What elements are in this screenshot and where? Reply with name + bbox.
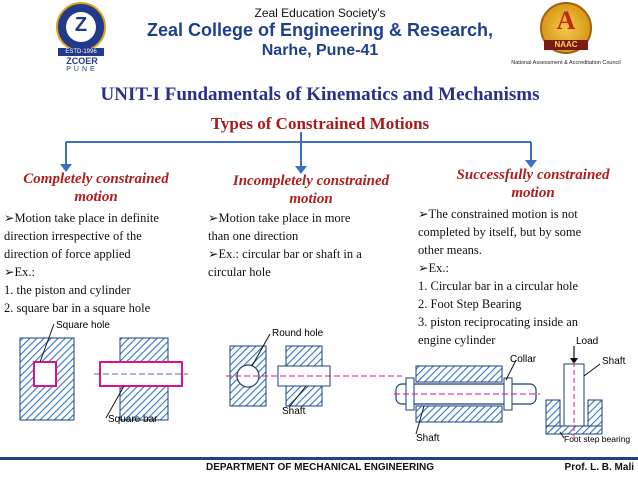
text-line: engine cylinder	[418, 333, 496, 347]
heading-completely-constrained	[2, 170, 190, 206]
label-round-hole: Round hole	[272, 328, 324, 339]
naac-grade: A	[556, 6, 576, 35]
naac-caption: National Assessment & Accreditation Council	[511, 60, 621, 66]
heading-line: Successfully constrained	[456, 167, 610, 183]
text-line: ➢The constrained motion is not	[418, 207, 578, 221]
college-name: Zeal College of Engineering & Research,	[146, 20, 494, 40]
heading-line: motion	[74, 189, 118, 205]
label-foot-step-bearing: Foot step bearing	[564, 434, 631, 444]
text-line: 3. piston reciprocating inside an	[418, 315, 579, 329]
section-title: Types of Constrained Motions	[210, 114, 430, 133]
label-shaft-vertical: Shaft	[602, 356, 626, 367]
label-load: Load	[576, 336, 599, 347]
description-incompletely-constrained	[208, 209, 402, 281]
logo-name: ZCOER	[66, 56, 98, 66]
text-line: 2. Foot Step Bearing	[418, 297, 522, 311]
text-line: ➢Ex.: circular bar or shaft in a	[208, 247, 362, 261]
text-line: ➢Motion take place in definite	[4, 211, 159, 225]
diagram-square-bar	[14, 318, 204, 426]
text-line: ➢Motion take place in more	[208, 211, 351, 225]
society-name: Zeal Education Society's	[254, 6, 386, 20]
description-successfully-constrained	[418, 205, 632, 349]
college-address: Narhe, Pune-41	[261, 42, 379, 59]
bearing-left-wall	[546, 400, 560, 426]
logo-emblem: Z	[74, 14, 88, 36]
heading-line: Incompletely constrained	[232, 173, 390, 189]
text-line: other means.	[418, 243, 482, 257]
text-line: than one direction	[208, 229, 299, 243]
diagram-foot-step-bearing	[540, 334, 638, 444]
label-shaft: Shaft	[416, 433, 440, 444]
label-square-bar: Square bar	[108, 414, 158, 425]
text-line: direction irrespective of the	[4, 229, 142, 243]
square-hole	[34, 362, 56, 386]
text-line: 1. Circular bar in a circular hole	[418, 279, 578, 293]
text-line: ➢Ex.:	[4, 265, 35, 279]
logo-established-band: ESTD-1996	[58, 48, 104, 56]
heading-line: Completely constrained	[23, 171, 169, 187]
description-completely-constrained	[4, 209, 210, 317]
label-square-hole: Square hole	[56, 320, 110, 331]
heading-line: motion	[289, 191, 333, 207]
label-shaft: Shaft	[282, 406, 306, 417]
heading-successfully-constrained	[430, 166, 636, 202]
label-collar: Collar	[510, 354, 537, 365]
text-line: 2. square bar in a square hole	[4, 301, 151, 315]
bearing-right-wall	[588, 400, 602, 426]
text-line: direction of force applied	[4, 247, 131, 261]
housing-top	[416, 366, 502, 382]
diagram-round-shaft	[226, 326, 404, 418]
heading-incompletely-constrained	[216, 172, 406, 208]
leader-line	[584, 364, 600, 376]
text-line: 1. the piston and cylinder	[4, 283, 131, 297]
text-line: circular hole	[208, 265, 271, 279]
logo-city: PUNE	[66, 66, 98, 73]
text-line: completed by itself, but by some	[418, 225, 582, 239]
heading-line: motion	[511, 185, 555, 201]
diagram-collar-shaft	[394, 348, 540, 444]
housing-bottom	[416, 406, 502, 422]
footer-author: Prof. L. B. Mali	[564, 462, 634, 473]
naac-tag: NAAC	[544, 40, 588, 50]
college-logo	[44, 2, 120, 76]
unit-title: UNIT-I Fundamentals of Kinematics and Mechanisms	[100, 84, 540, 105]
text-line: ➢Ex.:	[418, 261, 449, 275]
footer-department: DEPARTMENT OF MECHANICAL ENGINEERING	[206, 462, 434, 473]
naac-logo	[508, 2, 624, 78]
